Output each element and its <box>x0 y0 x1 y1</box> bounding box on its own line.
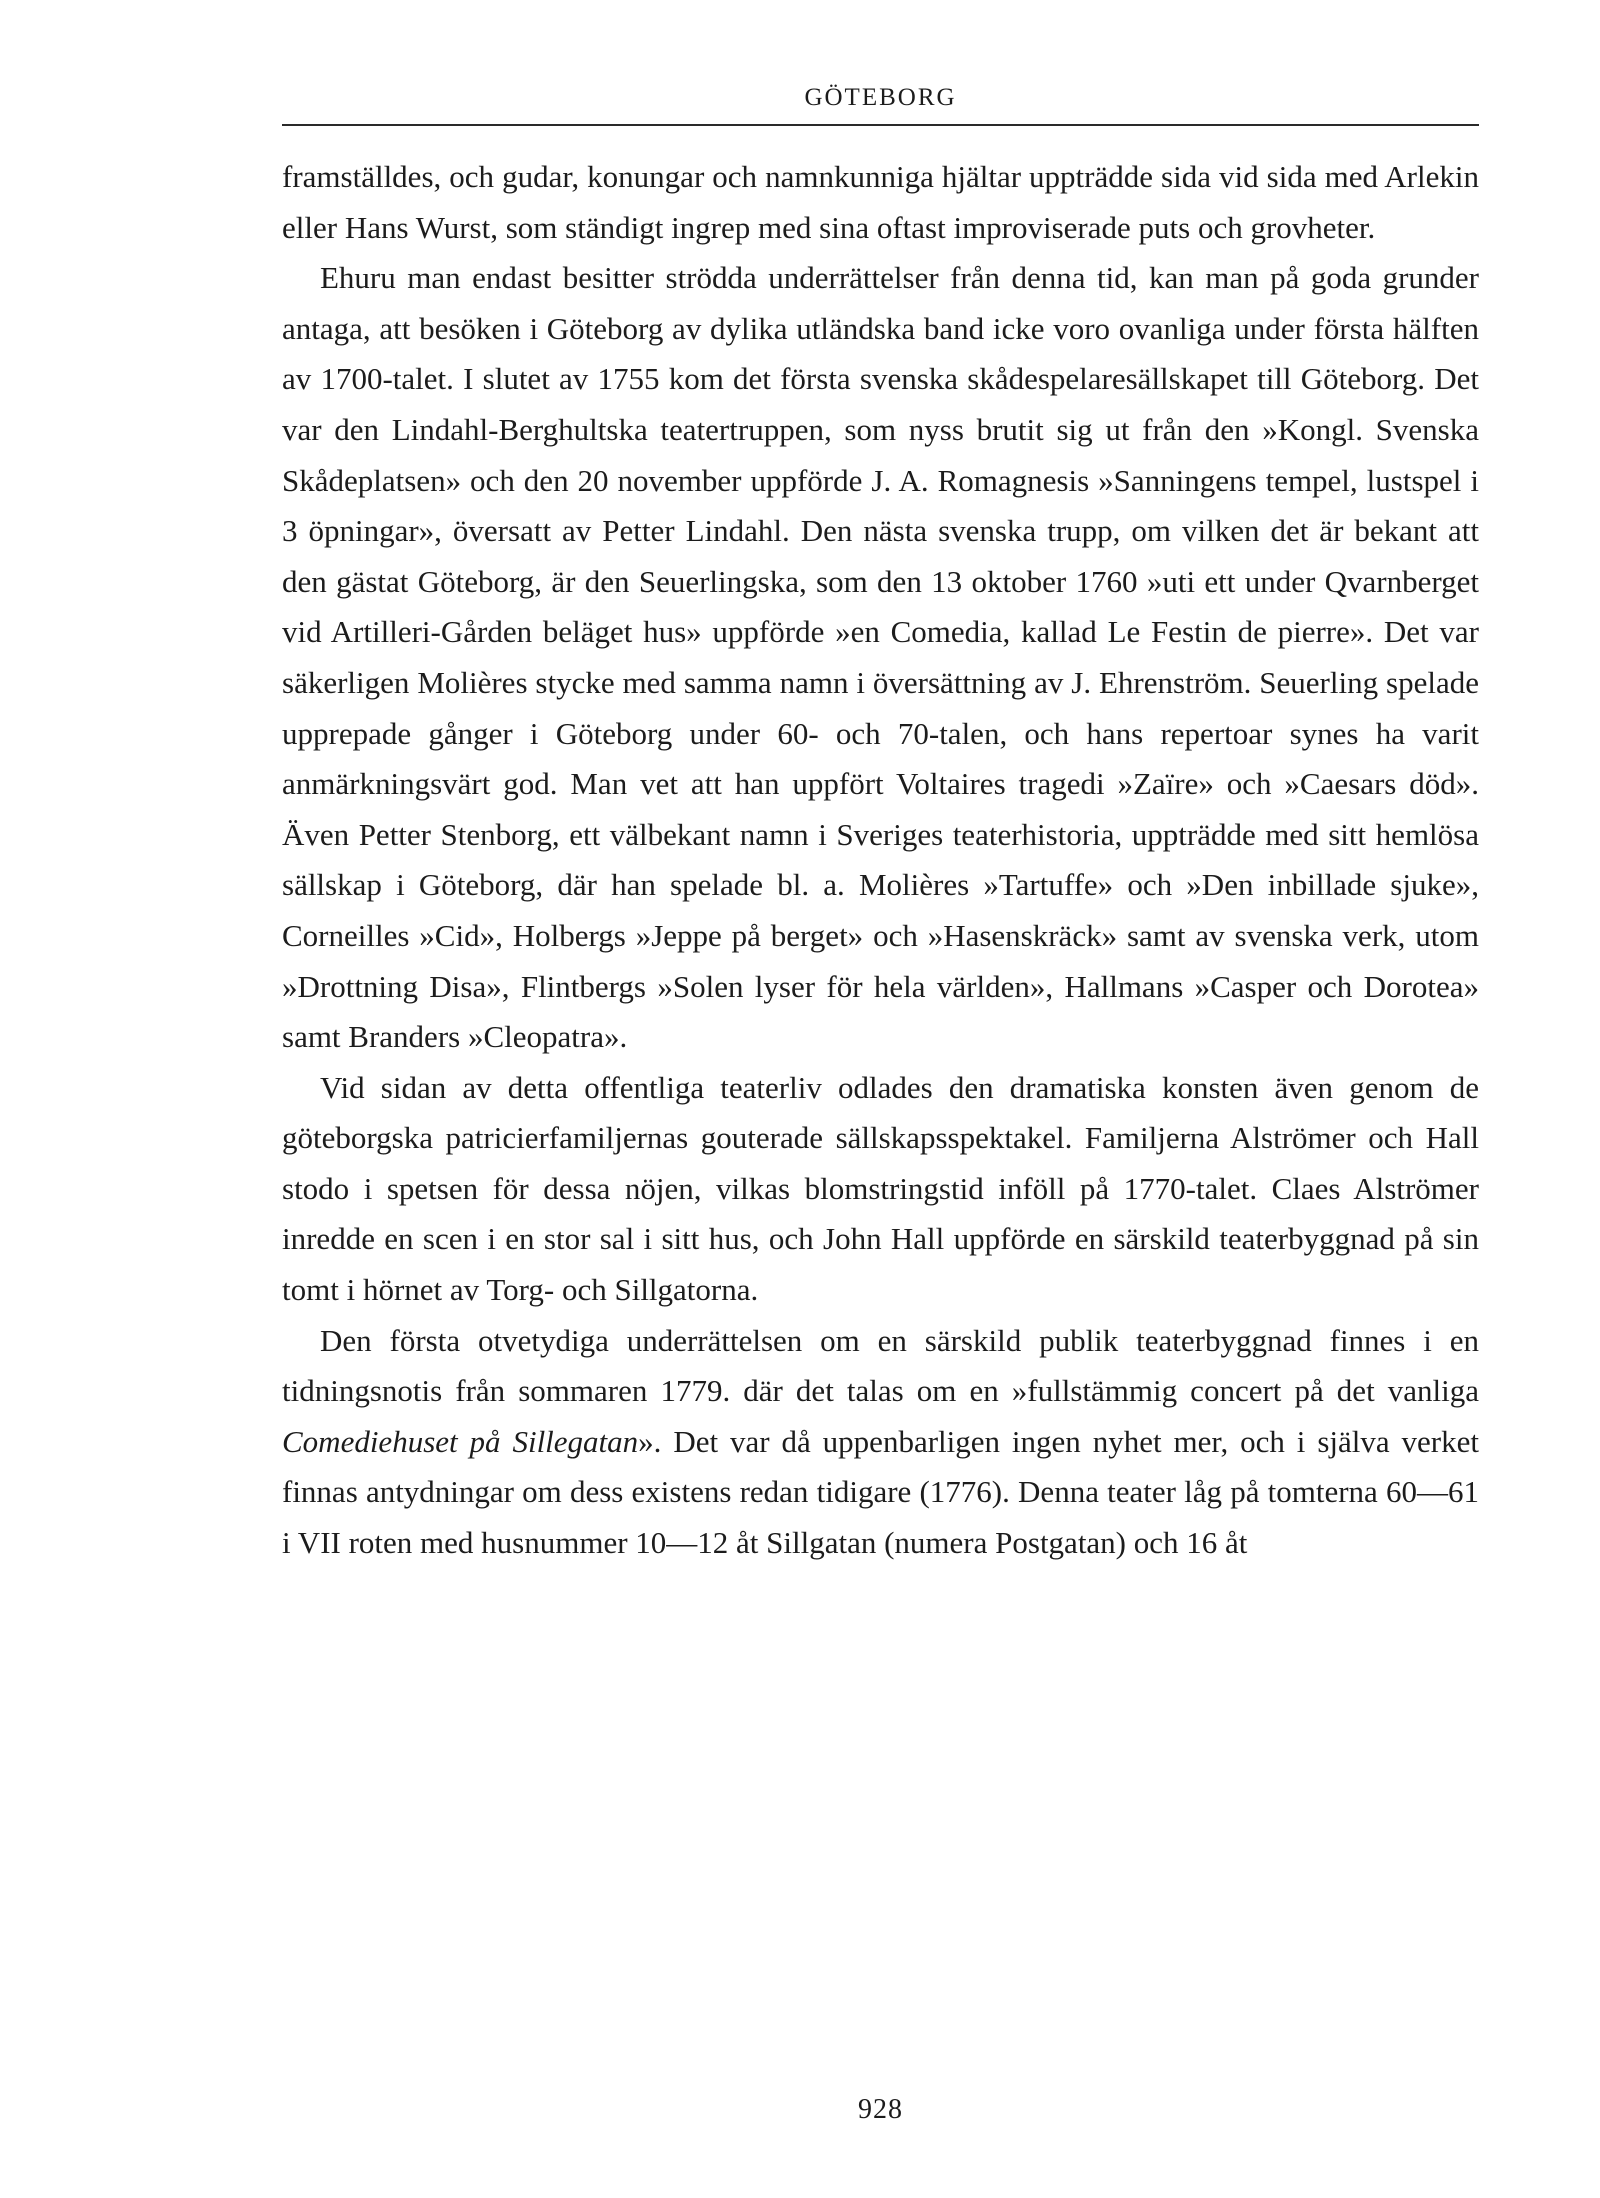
paragraph-4 <box>282 1316 1479 1569</box>
header-rule <box>282 124 1479 126</box>
paragraph-4-lead: Den första otvetydiga underrättelsen om en särskild publik teaterbyggnad finnes i en tidningsnotis från sommaren 1779. där det talas om en »fullstämmig concert på det vanliga <box>282 1322 1479 1409</box>
page-number: 928 <box>858 2094 903 2125</box>
paragraph-4-italic-title: Comediehuset på Sillegatan <box>282 1423 639 1459</box>
body-text <box>282 152 1479 1569</box>
paragraph-4-tail: ». Det var då uppenbarligen ingen nyhet mer, och i själva verket finnas antydningar om dess existens redan tidigare (1776). Denna teater låg på tomterna 60—61 i VII roten med husnummer 10—12 åt Sillgatan (numera Postgatan) och 16 åt <box>282 1423 1479 1561</box>
paragraph-3: Vid sidan av detta offentliga teaterliv odlades den dramatiska konsten även genom de göteborgska patricierfamiljernas gouterade sällskapsspektakel. Familjerna Alströmer och Hall stodo i spetsen för dessa nöjen, vilkas blomstringstid inföll på 1770-talet. Claes Alströmer inredde en scen i en stor sal i sitt hus, och John Hall uppförde en särskild teaterbyggnad på sin tomt i hörnet av Torg- och Sillgatorna. <box>282 1069 1479 1308</box>
book-page <box>282 80 1479 2160</box>
running-head: GÖTEBORG <box>804 84 957 111</box>
paragraph-2: Ehuru man endast besitter strödda underrättelser från denna tid, kan man på goda grunder antaga, att besöken i Göteborg av dylika utländska band icke voro ovanliga under första hälften av 1700-talet. I slutet av 1755 kom det första svenska skådespelaresällskapet till Göteborg. Det var den Lindahl-Berghultska teatertruppen, som nyss brutit sig ut från den »Kongl. Svenska Skådeplatsen» och den 20 november uppförde J. A. Romagnesis »Sanningens tempel, lustspel i 3 öpningar», översatt av Petter Lindahl. Den nästa svenska trupp, om vilken det är bekant att den gästat Göteborg, är den Seuerlingska, som den 13 oktober 1760 »uti ett under Qvarnberget vid Artilleri-Gården beläget hus» uppförde »en Comedia, kallad Le Festin de pierre». Det var säkerligen Molières stycke med samma namn i översättning av J. Ehrenström. Seuerling spelade upprepade gånger i Göteborg under 60- och 70-talen, och hans repertoar synes ha varit anmärkningsvärt god. Man vet att han uppfört Voltaires tragedi »Zaïre» och »Caesars död». Även Petter Stenborg, ett välbekant namn i Sveriges teaterhistoria, uppträdde med sitt hemlösa sällskap i Göteborg, där han spelade bl. a. Molières »Tartuffe» och »Den inbillade sjuke», Corneilles »Cid», Holbergs »Jeppe på berget» och »Hasenskräck» samt av svenska verk, utom »Drottning Disa», Flintbergs »Solen lyser för hela världen», Hallmans »Casper och Dorotea» samt Branders »Cleopatra». <box>282 260 1479 1055</box>
paragraph-1: framställdes, och gudar, konungar och namnkunniga hjältar uppträdde sida vid sida med Arlekin eller Hans Wurst, som ständigt ingrep med sina oftast improviserade puts och grovheter. <box>282 159 1479 245</box>
